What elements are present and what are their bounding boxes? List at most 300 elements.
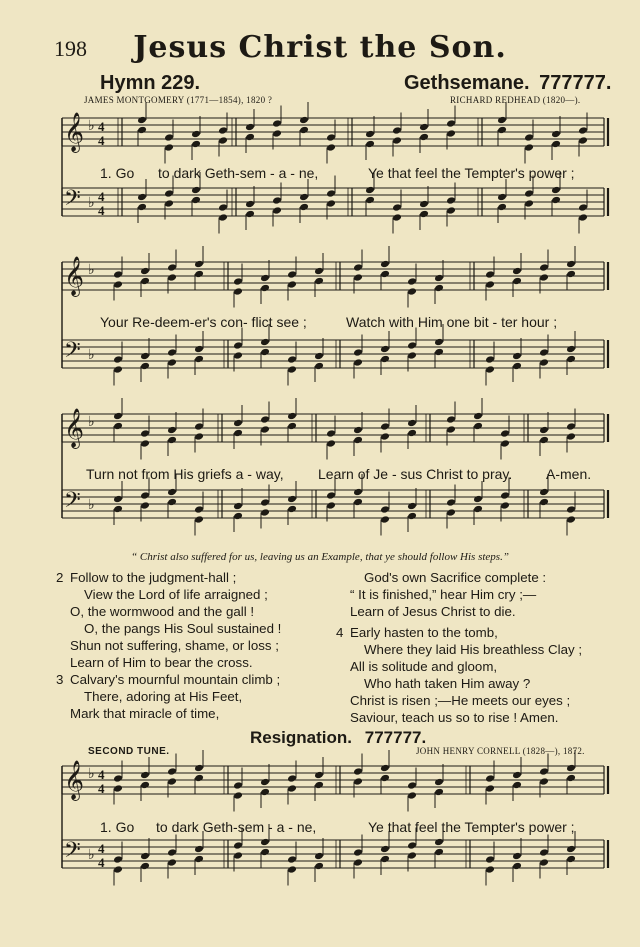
key-flat: ♭ <box>88 767 95 782</box>
note-head <box>512 267 522 276</box>
note-head <box>446 415 456 424</box>
note-head <box>353 263 363 272</box>
note-head <box>113 495 123 504</box>
note-head <box>434 788 444 797</box>
note-head <box>578 136 588 145</box>
note-head <box>392 213 402 222</box>
note-head <box>191 196 201 205</box>
tune-name-text: Gethsemane. <box>404 72 530 94</box>
note-head <box>539 358 549 367</box>
note-head <box>113 865 123 874</box>
note-head <box>218 213 228 222</box>
note-head <box>407 791 417 800</box>
note-head <box>272 206 282 215</box>
note-head <box>260 415 270 424</box>
note-head <box>260 838 270 847</box>
note-head <box>113 422 123 431</box>
note-head <box>500 501 510 510</box>
note-head <box>566 345 576 354</box>
note-head <box>434 284 444 293</box>
note-head <box>485 355 495 364</box>
note-head <box>260 788 270 797</box>
note-head <box>497 203 507 212</box>
note-head <box>233 429 243 438</box>
verse-2 <box>56 569 282 671</box>
bass-clef: 𝄢 <box>64 838 81 868</box>
note-head <box>287 865 297 874</box>
note-head <box>446 425 456 434</box>
note-head <box>353 426 363 435</box>
note-head <box>191 186 201 195</box>
note-head <box>233 502 243 511</box>
note-head <box>407 351 417 360</box>
note-head <box>380 355 390 364</box>
note-head <box>113 280 123 289</box>
note-head <box>473 505 483 514</box>
note-head <box>260 284 270 293</box>
meter: 777777. <box>539 72 612 94</box>
note-head <box>392 126 402 135</box>
note-head <box>233 791 243 800</box>
note-head <box>140 439 150 448</box>
note-head <box>566 515 576 524</box>
note-head <box>233 851 243 860</box>
treble-clef: 𝄞 <box>64 256 85 296</box>
lyric-line-1a: 1. Go <box>100 165 135 181</box>
note-head <box>272 129 282 138</box>
note-head <box>566 432 576 441</box>
time-signature: 4 <box>98 841 105 856</box>
note-head <box>218 136 228 145</box>
note-head <box>365 196 375 205</box>
note-head <box>407 341 417 350</box>
note-head <box>524 189 534 198</box>
treble-clef: 𝄞 <box>64 760 85 800</box>
note-head <box>380 345 390 354</box>
note-head <box>485 774 495 783</box>
note-head <box>512 862 522 871</box>
verse-line: Where they laid His breathless Clay ; <box>364 642 583 657</box>
note-head <box>140 781 150 790</box>
note-head <box>287 784 297 793</box>
note-head <box>260 348 270 357</box>
note-head <box>407 502 417 511</box>
note-head <box>113 270 123 279</box>
note-head <box>407 851 417 860</box>
note-head <box>164 189 174 198</box>
verse-line: Learn of Jesus Christ to die. <box>350 604 516 619</box>
note-head <box>419 200 429 209</box>
note-head <box>194 432 204 441</box>
note-head <box>353 273 363 282</box>
note-head <box>140 501 150 510</box>
note-head <box>191 140 201 149</box>
note-head <box>407 781 417 790</box>
note-head <box>539 858 549 867</box>
verse-line: O, the wormwood and the gall ! <box>70 604 255 619</box>
note-head <box>485 784 495 793</box>
note-head <box>539 273 549 282</box>
note-head <box>473 412 483 421</box>
note-head <box>287 495 297 504</box>
time-signature: 4 <box>98 189 105 204</box>
note-head <box>140 429 150 438</box>
note-head <box>353 858 363 867</box>
note-head <box>194 345 204 354</box>
lyric-line-4c: Ye that feel the Tempter's power ; <box>368 819 575 835</box>
note-head <box>260 274 270 283</box>
note-head <box>299 126 309 135</box>
time-signature: 4 <box>98 767 105 782</box>
note-head <box>113 355 123 364</box>
note-head <box>434 848 444 857</box>
note-head <box>446 206 456 215</box>
note-head <box>497 116 507 125</box>
note-head <box>140 277 150 286</box>
verse-number: 2 <box>56 570 64 585</box>
note-head <box>524 199 534 208</box>
verse-line: “ It is finished,” hear Him cry ;— <box>350 587 537 602</box>
note-head <box>524 143 534 152</box>
note-head <box>167 273 177 282</box>
note-head <box>512 352 522 361</box>
note-head <box>287 355 297 364</box>
note-head <box>380 515 390 524</box>
lyric-line-4a: 1. Go <box>100 819 135 835</box>
note-head <box>512 771 522 780</box>
note-head <box>260 508 270 517</box>
note-head <box>512 781 522 790</box>
time-signature: 4 <box>98 781 105 796</box>
note-head <box>446 498 456 507</box>
note-head <box>434 348 444 357</box>
note-head <box>578 203 588 212</box>
composer-credit: RICHARD REDHEAD (1820—). <box>450 95 581 105</box>
note-head <box>167 358 177 367</box>
note-head <box>164 143 174 152</box>
note-head <box>287 412 297 421</box>
note-head <box>407 419 417 428</box>
note-head <box>140 491 150 500</box>
verse-4 <box>336 624 583 726</box>
note-head <box>380 764 390 773</box>
note-head <box>578 213 588 222</box>
note-head <box>392 136 402 145</box>
note-head <box>137 126 147 135</box>
note-head <box>233 287 243 296</box>
note-head <box>539 488 549 497</box>
key-flat: ♭ <box>88 263 95 278</box>
note-head <box>299 203 309 212</box>
note-head <box>272 119 282 128</box>
note-head <box>380 422 390 431</box>
note-head <box>113 412 123 421</box>
note-head <box>446 119 456 128</box>
verse-line: Shun not suffering, shame, or loss ; <box>70 638 279 653</box>
note-head <box>473 422 483 431</box>
note-head <box>314 771 324 780</box>
note-head <box>500 439 510 448</box>
note-head <box>314 267 324 276</box>
note-head <box>485 280 495 289</box>
note-head <box>194 260 204 269</box>
note-head <box>314 277 324 286</box>
note-head <box>485 855 495 864</box>
note-head <box>113 784 123 793</box>
note-head <box>353 436 363 445</box>
note-head <box>167 498 177 507</box>
note-head <box>326 133 336 142</box>
lyric-line-1b: to dark Geth-sem - a - ne, <box>158 165 319 181</box>
note-head <box>260 848 270 857</box>
note-head <box>314 862 324 871</box>
key-flat: ♭ <box>88 848 95 863</box>
lyric-line-3a: Turn not from His griefs a - way, <box>86 466 284 482</box>
note-head <box>233 512 243 521</box>
note-head <box>407 287 417 296</box>
note-head <box>512 362 522 371</box>
note-head <box>140 352 150 361</box>
note-head <box>434 838 444 847</box>
key-flat: ♭ <box>88 119 95 134</box>
note-head <box>353 777 363 786</box>
note-head <box>380 260 390 269</box>
note-head <box>407 512 417 521</box>
verse-number: 3 <box>56 672 64 687</box>
note-head <box>287 855 297 864</box>
note-head <box>380 845 390 854</box>
note-head <box>194 855 204 864</box>
note-head <box>380 505 390 514</box>
note-head <box>500 491 510 500</box>
note-head <box>446 508 456 517</box>
note-head <box>140 852 150 861</box>
note-head <box>137 203 147 212</box>
note-head <box>218 126 228 135</box>
note-head <box>314 362 324 371</box>
note-head <box>392 203 402 212</box>
note-head <box>233 341 243 350</box>
verse-line: View the Lord of life arraigned ; <box>84 587 268 602</box>
note-head <box>194 355 204 364</box>
lyric-line-2a: Your Re-deem-er's con- flict see ; <box>100 314 307 330</box>
note-head <box>566 774 576 783</box>
note-head <box>167 436 177 445</box>
note-head <box>233 841 243 850</box>
note-head <box>497 193 507 202</box>
note-head <box>434 274 444 283</box>
note-head <box>167 348 177 357</box>
treble-clef: 𝄞 <box>64 112 85 152</box>
note-head <box>551 140 561 149</box>
note-head <box>578 126 588 135</box>
second-meter: 777777. <box>364 728 427 747</box>
note-head <box>299 193 309 202</box>
verse-line: Follow to the judgment-hall ; <box>70 570 237 585</box>
note-head <box>380 855 390 864</box>
note-head <box>353 348 363 357</box>
note-head <box>113 365 123 374</box>
page-number: 198 <box>54 36 87 61</box>
verse-3-continued <box>350 569 546 620</box>
note-head <box>167 777 177 786</box>
scripture-footnote: “ Christ also suffered for us, leaving us an Example, that ye should follow His steps.” <box>131 551 509 563</box>
note-head <box>566 260 576 269</box>
note-head <box>299 116 309 125</box>
note-head <box>566 845 576 854</box>
time-signature: 4 <box>98 119 105 134</box>
note-head <box>500 429 510 438</box>
note-head <box>539 426 549 435</box>
note-head <box>365 140 375 149</box>
note-head <box>512 277 522 286</box>
note-head <box>140 267 150 276</box>
second-tune-label: SECOND TUNE. <box>88 746 170 757</box>
note-head <box>167 848 177 857</box>
note-head <box>194 422 204 431</box>
note-head <box>326 491 336 500</box>
note-head <box>551 130 561 139</box>
second-composer-credit: JOHN HENRY CORNELL (1828—), 1872. <box>416 746 585 756</box>
note-head <box>167 263 177 272</box>
verse-3 <box>56 671 281 722</box>
note-head <box>566 355 576 364</box>
verse-line: All is solitude and gloom, <box>350 659 498 674</box>
verse-line: Learn of Him to bear the cross. <box>70 655 253 670</box>
note-head <box>524 133 534 142</box>
note-head <box>365 186 375 195</box>
note-head <box>137 193 147 202</box>
treble-clef: 𝄞 <box>64 408 85 448</box>
hymn-number: Hymn 229. <box>100 72 201 94</box>
note-head <box>419 210 429 219</box>
note-head <box>287 774 297 783</box>
bass-clef: 𝄢 <box>64 338 81 368</box>
note-head <box>539 436 549 445</box>
note-head <box>380 774 390 783</box>
note-head <box>194 845 204 854</box>
note-head <box>113 774 123 783</box>
note-head <box>539 498 549 507</box>
lyric-line-3b: Learn of Je - sus Christ to pray. <box>318 466 513 482</box>
note-head <box>287 365 297 374</box>
bass-clef: 𝄢 <box>64 186 81 216</box>
note-head <box>218 203 228 212</box>
note-head <box>167 858 177 867</box>
key-flat: ♭ <box>88 498 95 513</box>
note-head <box>485 365 495 374</box>
note-head <box>539 848 549 857</box>
note-head <box>485 865 495 874</box>
note-head <box>194 515 204 524</box>
note-head <box>191 130 201 139</box>
note-head <box>566 422 576 431</box>
note-head <box>326 439 336 448</box>
note-head <box>260 778 270 787</box>
note-head <box>272 196 282 205</box>
note-head <box>194 774 204 783</box>
note-head <box>245 210 255 219</box>
note-head <box>539 767 549 776</box>
note-head <box>326 429 336 438</box>
note-head <box>353 767 363 776</box>
note-head <box>539 348 549 357</box>
note-head <box>566 270 576 279</box>
note-head <box>539 777 549 786</box>
note-head <box>194 764 204 773</box>
lyric-line-3c: A-men. <box>546 466 592 482</box>
author-credit: JAMES MONTGOMERY (1771—1854), 1820 ? <box>84 95 273 105</box>
note-head <box>287 270 297 279</box>
note-head <box>566 764 576 773</box>
lyric-line-2b: Watch with Him one bit - ter hour ; <box>346 314 558 330</box>
note-head <box>245 200 255 209</box>
note-head <box>314 352 324 361</box>
note-head <box>551 196 561 205</box>
note-head <box>380 432 390 441</box>
note-head <box>485 270 495 279</box>
note-head <box>566 855 576 864</box>
key-flat: ♭ <box>88 348 95 363</box>
note-head <box>419 133 429 142</box>
note-head <box>260 425 270 434</box>
note-head <box>407 277 417 286</box>
note-head <box>167 426 177 435</box>
time-signature: 4 <box>98 203 105 218</box>
verse-line: Saviour, teach us so to rise ! Amen. <box>350 710 559 725</box>
key-flat: ♭ <box>88 415 95 430</box>
verse-number: 4 <box>336 625 344 640</box>
note-head <box>473 495 483 504</box>
note-head <box>314 852 324 861</box>
note-head <box>140 862 150 871</box>
verse-line: Mark that miracle of time, <box>70 706 220 721</box>
note-head <box>113 855 123 864</box>
note-head <box>245 133 255 142</box>
note-head <box>113 505 123 514</box>
note-head <box>314 781 324 790</box>
note-head <box>434 338 444 347</box>
bass-clef: 𝄢 <box>64 488 81 518</box>
verse-line: Calvary's mournful mountain climb ; <box>70 672 281 687</box>
note-head <box>365 130 375 139</box>
verse-line: Who hath taken Him away ? <box>364 676 531 691</box>
time-signature: 4 <box>98 855 105 870</box>
note-head <box>407 841 417 850</box>
note-head <box>233 781 243 790</box>
note-head <box>137 116 147 125</box>
note-head <box>380 270 390 279</box>
note-head <box>167 767 177 776</box>
note-head <box>434 778 444 787</box>
note-head <box>233 277 243 286</box>
note-head <box>326 501 336 510</box>
note-head <box>353 358 363 367</box>
note-head <box>326 143 336 152</box>
note-head <box>446 129 456 138</box>
note-head <box>194 505 204 514</box>
note-head <box>353 488 363 497</box>
lyric-line-1c: Ye that feel the Tempter's power ; <box>368 165 575 181</box>
note-head <box>287 280 297 289</box>
verse-line: God's own Sacrifice complete : <box>364 570 547 585</box>
verse-line: O, the pangs His Soul sustained ! <box>84 621 282 636</box>
note-head <box>164 199 174 208</box>
note-head <box>287 505 297 514</box>
note-head <box>194 270 204 279</box>
note-head <box>353 848 363 857</box>
key-flat: ♭ <box>88 196 95 211</box>
